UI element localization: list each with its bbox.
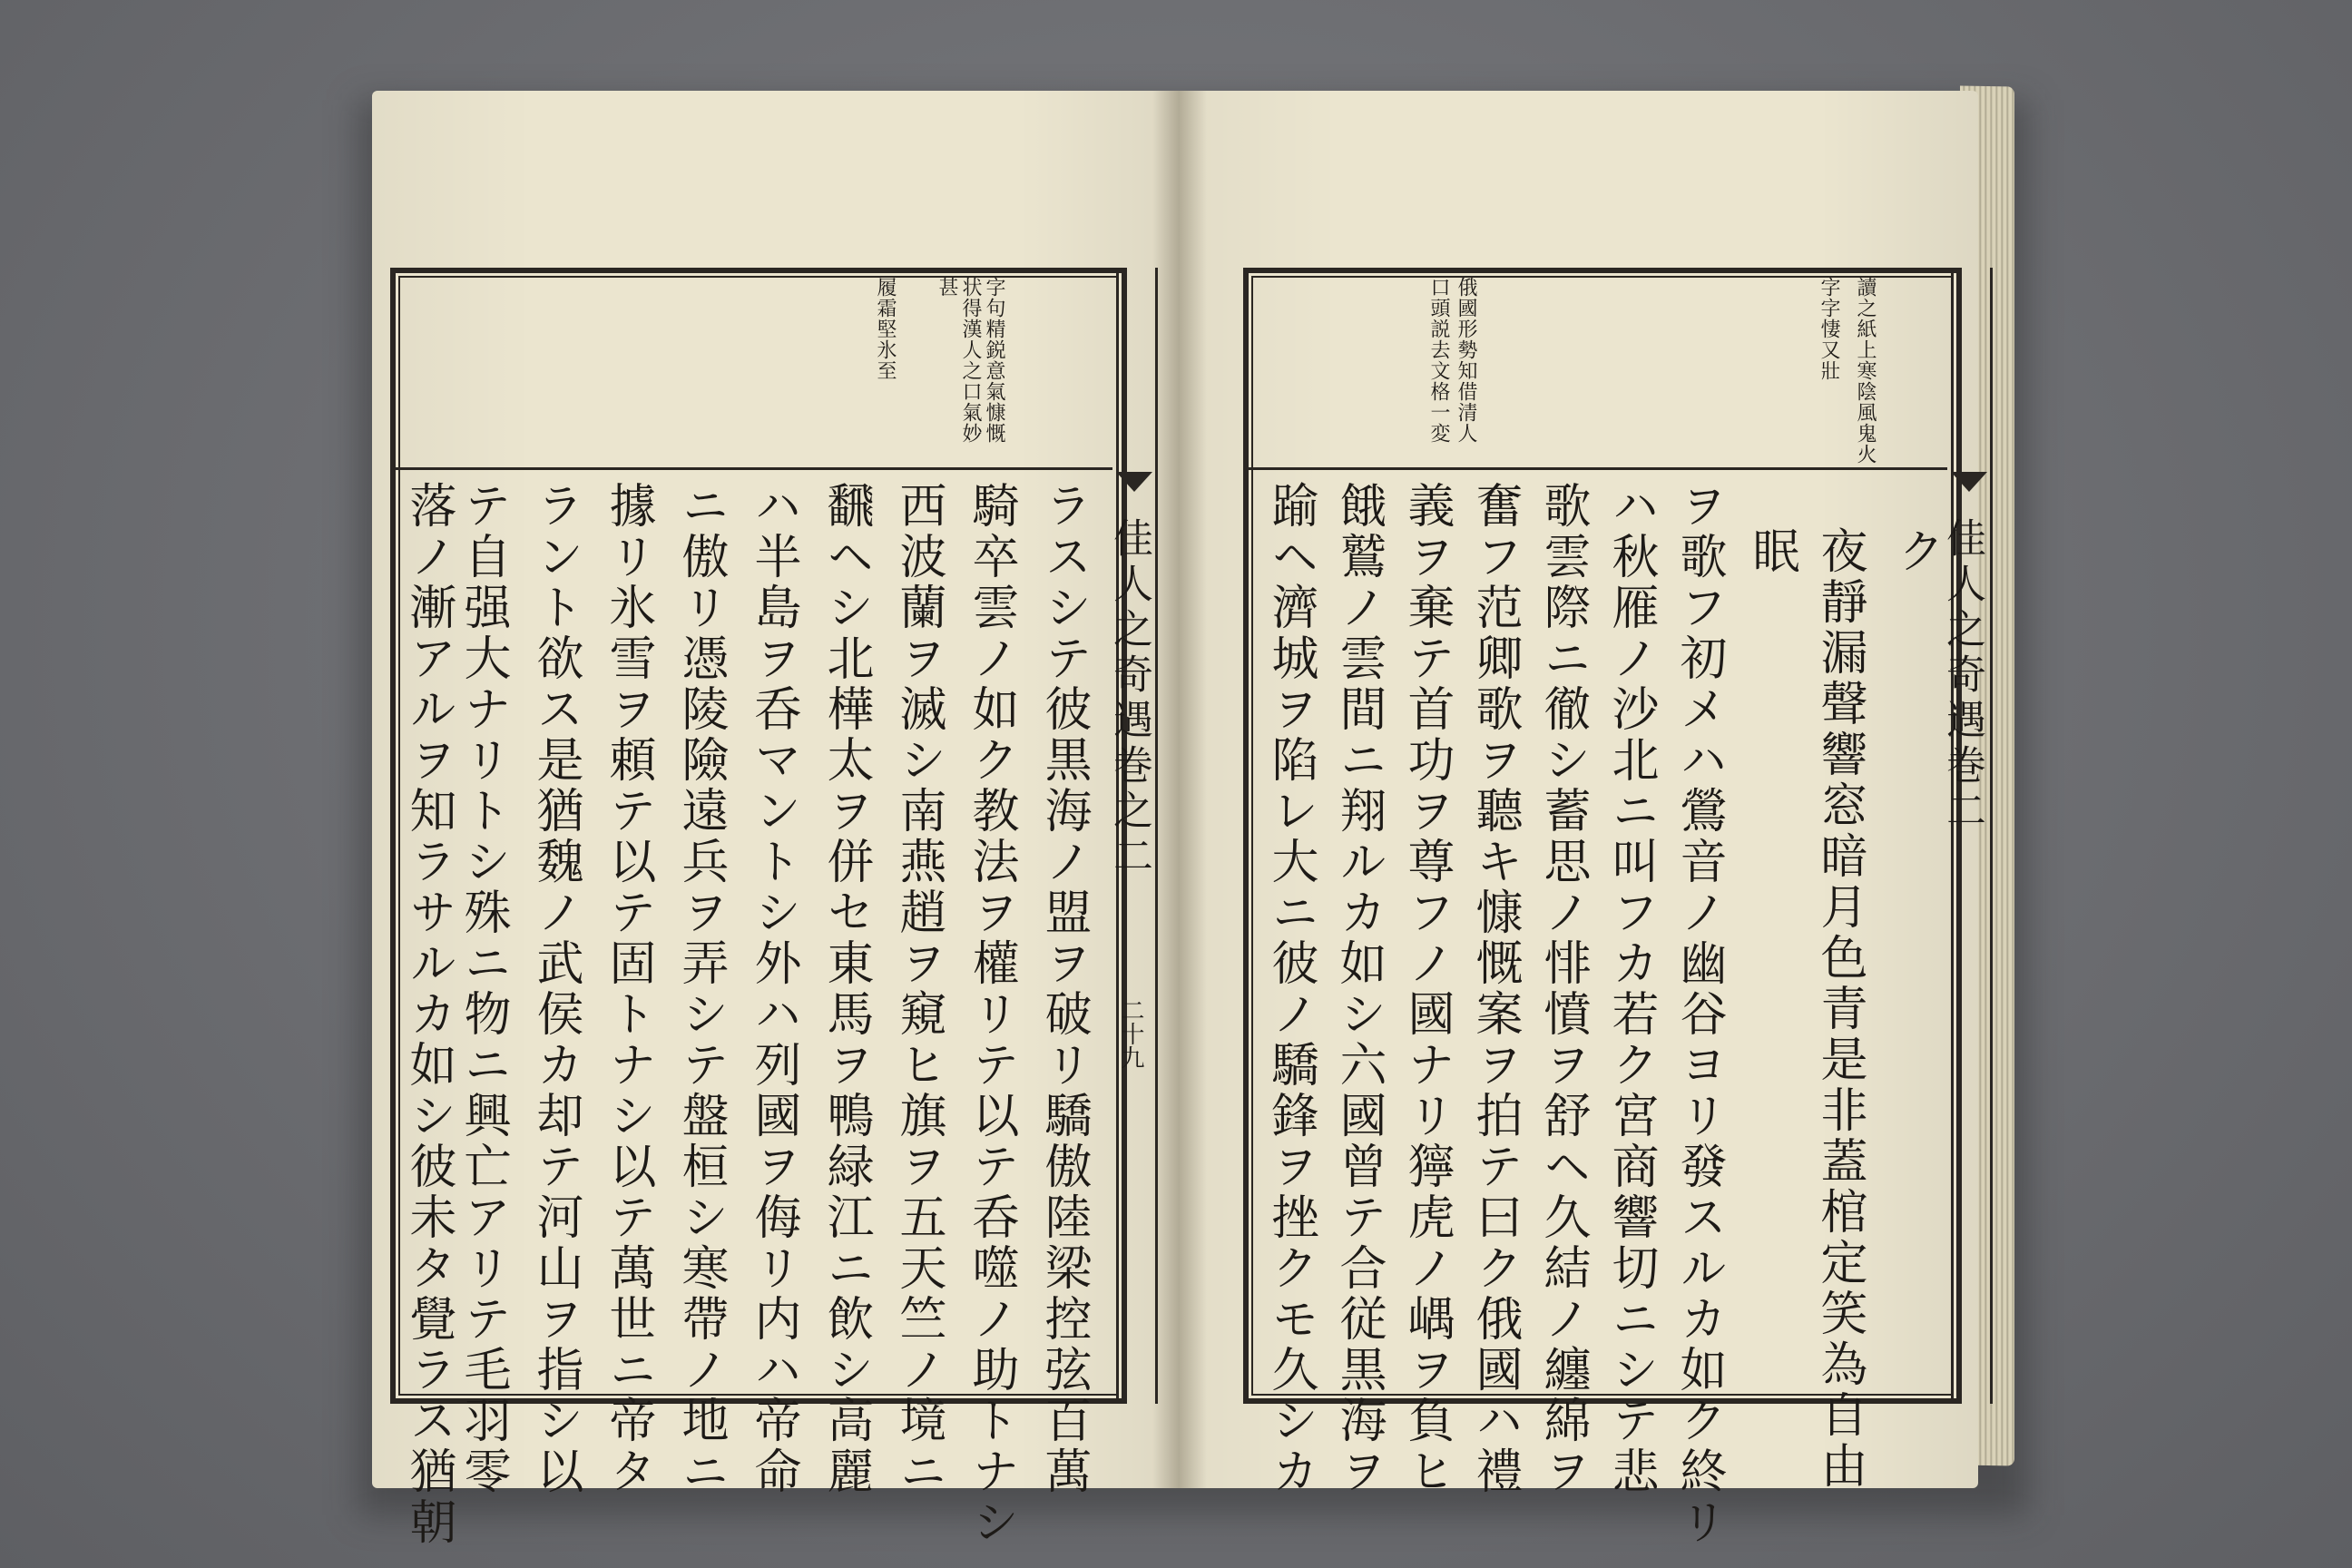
right-text-column: ヲ歌フ初メハ鶯音ノ幽谷ヨリ發スルカ如ク終リ bbox=[1671, 481, 1726, 1548]
left-text-column: ラスシテ彼黒海ノ盟ヲ破リ驕傲陸梁控弦百萬 bbox=[1036, 481, 1091, 1497]
right-margin-title: 佳人之奇遇巻二 bbox=[1939, 517, 1985, 835]
left-text-column: 飜ヘシ北樺太ヲ併セ東馬ヲ鴨緑江ニ飲シ高麗 bbox=[818, 481, 873, 1497]
right-headnote: 俄國形勢知借清人 bbox=[1455, 277, 1477, 444]
right-text-column: ク bbox=[1889, 526, 1944, 577]
book-gutter bbox=[1152, 91, 1207, 1488]
right-headnote: 口頭説去文格一変 bbox=[1427, 277, 1450, 444]
left-text-column: ハ半島ヲ呑マントシ外ハ列國ヲ侮リ内ハ帝命 bbox=[746, 481, 800, 1497]
left-text-column: 西波蘭ヲ滅シ南燕趙ヲ窺ヒ旗ヲ五天竺ノ境ニ bbox=[891, 481, 946, 1497]
right-headnote: 讀之紙上寒陰風鬼火 bbox=[1854, 277, 1877, 465]
right-headnote: 字字悽又壯 bbox=[1818, 277, 1840, 381]
right-text-column: 歌雲際ニ徹シ蓄思ノ悱憤ヲ舒ヘ久結ノ纏綿ヲ bbox=[1535, 481, 1590, 1497]
left-text-column: 落ノ漸アルヲ知ラサルカ如シ彼未タ覺ラス猶朝 bbox=[401, 481, 456, 1548]
right-text-column: 踰ヘ濟城ヲ陷レ大ニ彼ノ驕鋒ヲ挫クモ久シカ bbox=[1263, 481, 1318, 1497]
right-text-column: 眠 bbox=[1744, 526, 1798, 577]
left-headnote: 甚 bbox=[936, 277, 958, 298]
left-headnote: 履霜堅氷至 bbox=[874, 277, 897, 381]
left-text-column: テ自强大ナリトシ殊ニ物ニ興亡アリテ毛羽零 bbox=[456, 481, 510, 1497]
right-headnote-rule bbox=[1249, 467, 1947, 470]
left-headnote: 字句精鋭意氣慷慨 bbox=[983, 277, 1005, 444]
right-text-column: 夜靜漏聲響窓暗月色青是非蓋棺定笑為自由 bbox=[1812, 526, 1867, 1492]
right-text-column: 義ヲ棄テ首功ヲ尊フノ國ナリ獰虎ノ嵎ヲ負ヒ bbox=[1399, 481, 1454, 1497]
left-fishtail-mark bbox=[1116, 472, 1152, 492]
right-text-column: 奮フ范卿歌ヲ聽キ慷慨案ヲ拍テ曰ク俄國ハ禮 bbox=[1467, 481, 1522, 1497]
left-margin-title: 佳人之奇遇巻之二 bbox=[1106, 517, 1152, 880]
right-text-column: ハ秋雁ノ沙北ニ叫フカ若ク宮商響切ニシテ悲 bbox=[1603, 481, 1658, 1497]
left-folio-number: 二十九 bbox=[1117, 998, 1144, 1069]
left-text-column: 據リ氷雪ヲ頼テ以テ固トナシ以テ萬世ニ帝タ bbox=[601, 481, 655, 1497]
left-text-column: ニ傲リ憑陵險遠兵ヲ弄シテ盤桓シ寒帶ノ地ニ bbox=[673, 481, 728, 1497]
left-headnote-rule bbox=[396, 467, 1112, 470]
left-headnote: 状得漢人之口氣妙 bbox=[959, 277, 982, 444]
right-text-column: 餓鷲ノ雲間ニ翔ルカ如シ六國曾テ合従黒海ヲ bbox=[1331, 481, 1386, 1497]
left-text-column: ラント欲ス是猶魏ノ武侯カ却テ河山ヲ指シ以 bbox=[528, 481, 583, 1497]
right-fishtail-mark bbox=[1951, 472, 1987, 492]
left-text-column: 騎卒雲ノ如ク教法ヲ權リテ以テ呑噬ノ助トナシ bbox=[964, 481, 1018, 1548]
